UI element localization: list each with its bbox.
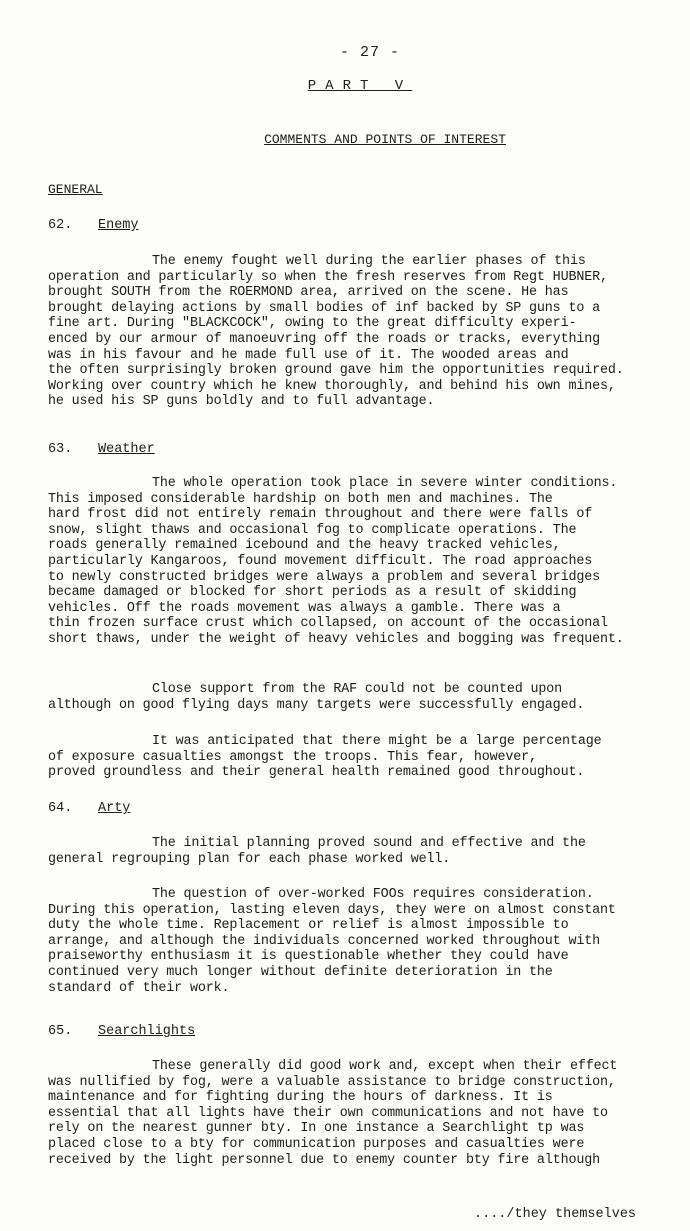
text-line: praiseworthy enthusiasm it is questionable whether they could have xyxy=(48,949,569,965)
paragraph-arty-2 xyxy=(48,887,616,996)
text-line: he used his SP guns boldly and to full advantage. xyxy=(48,394,435,410)
text-line: of exposure casualties amongst the troops. This fear, however, xyxy=(48,749,537,765)
text-line: general regrouping plan for each phase worked well. xyxy=(48,851,451,867)
text-line: roads generally remained icebound and the heavy tracked vehicles, xyxy=(48,538,561,554)
section-number: 63. xyxy=(48,442,73,457)
text-line: particularly Kangaroos, found movement difficult. The road approaches xyxy=(48,553,593,569)
text-line: thin frozen surface crust which collapsed, on account of the occasional xyxy=(48,616,608,632)
text-line: standard of their work. xyxy=(48,980,230,996)
text-line: was in his favour and he made full use of it. The wooded areas and xyxy=(48,347,569,363)
text-line: although on good flying days many targets were successfully engaged. xyxy=(48,697,585,713)
text-line: Working over country which he knew thoroughly, and behind his own mines, xyxy=(48,378,616,394)
text-line: Close support from the RAF could not be counted upon xyxy=(152,682,563,697)
text-line: continued very much longer without definite deterioration in the xyxy=(48,964,553,980)
text-line: The initial planning proved sound and effective and the xyxy=(152,836,586,851)
section-number: 65. xyxy=(48,1024,73,1039)
text-line: essential that all lights have their own communications and not have to xyxy=(48,1105,608,1121)
text-line: arrange, and although the individuals concerned worked throughout with xyxy=(48,933,600,949)
text-line: to newly constructed bridges were always a problem and several bridges xyxy=(48,569,600,585)
text-line: operation and particularly so when the fresh reserves from Regt HUBNER, xyxy=(48,269,608,285)
text-line: was nullified by fog, were a valuable assistance to bridge construction, xyxy=(48,1074,616,1090)
text-line: The question of over-worked FOOs requires consideration. xyxy=(152,887,594,902)
text-line: The enemy fought well during the earlier phases of this xyxy=(152,254,586,269)
text-line: the often surprisingly broken ground gave him the opportunities required. xyxy=(48,363,624,379)
section-title-arty: Arty xyxy=(98,801,131,816)
text-line: The whole operation took place in severe winter conditions. xyxy=(152,476,618,491)
text-line: placed close to a bty for communication purposes and casualties were xyxy=(48,1136,585,1152)
text-line: vehicles. Off the roads movement was always a gamble. There was a xyxy=(48,600,561,616)
paragraph-weather-3 xyxy=(48,734,602,781)
text-line: During this operation, lasting eleven days, they were on almost constant xyxy=(48,902,616,918)
paragraph-weather-1 xyxy=(48,476,624,648)
section-heading-arty xyxy=(48,801,130,816)
text-line: fine art. During "BLACKCOCK", owing to the great difficulty experi- xyxy=(48,316,577,332)
text-line: brought delaying actions by small bodies of inf backed by SP guns to a xyxy=(48,300,600,316)
section-heading-searchlights xyxy=(48,1024,195,1039)
section-number: 62. xyxy=(48,218,73,233)
text-line: This imposed considerable hardship on both men and machines. The xyxy=(48,491,553,507)
text-line: short thaws, under the weight of heavy vehicles and bogging was frequent. xyxy=(48,631,624,647)
section-title-enemy: Enemy xyxy=(98,218,139,233)
continuation-note: ..../they themselves xyxy=(474,1207,637,1222)
text-line: rely on the nearest gunner bty. In one instance a Searchlight tp was xyxy=(48,1121,585,1137)
text-line: became damaged or blocked for short periods as a result of skidding xyxy=(48,585,577,601)
part-title: PART V xyxy=(307,78,413,94)
paragraph-enemy-1 xyxy=(48,254,624,410)
section-heading-enemy xyxy=(48,218,139,233)
text-line: received by the light personnel due to enemy counter bty fire although xyxy=(48,1152,600,1168)
section-heading-weather xyxy=(48,442,155,457)
text-line: These generally did good work and, except when their effect xyxy=(152,1059,618,1074)
general-heading: GENERAL xyxy=(48,182,103,197)
text-line: enced by our armour of manoeuvring off the roads or tracks, everything xyxy=(48,331,600,347)
paragraph-weather-2 xyxy=(48,682,584,713)
paragraph-arty-1 xyxy=(48,836,586,867)
text-line: hard frost did not entirely remain throughout and there were falls of xyxy=(48,507,593,523)
section-title-weather: Weather xyxy=(98,442,155,457)
section-title-searchlights: Searchlights xyxy=(98,1024,196,1039)
page-number: - 27 - xyxy=(339,44,400,61)
text-line: duty the whole time. Replacement or relief is almost impossible to xyxy=(48,918,569,934)
section-title: COMMENTS AND POINTS OF INTEREST xyxy=(264,132,506,147)
text-line: It was anticipated that there might be a large percentage xyxy=(152,734,602,749)
text-line: brought SOUTH from the ROERMOND area, arrived on the scene. He has xyxy=(48,285,569,301)
text-line: maintenance and for fighting during the hours of darkness. It is xyxy=(48,1090,553,1106)
text-line: snow, slight thaws and occasional fog to complicate operations. The xyxy=(48,522,577,538)
paragraph-searchlights-1 xyxy=(48,1059,617,1168)
section-number: 64. xyxy=(48,801,73,816)
text-line: proved groundless and their general health remained good throughout. xyxy=(48,765,585,781)
